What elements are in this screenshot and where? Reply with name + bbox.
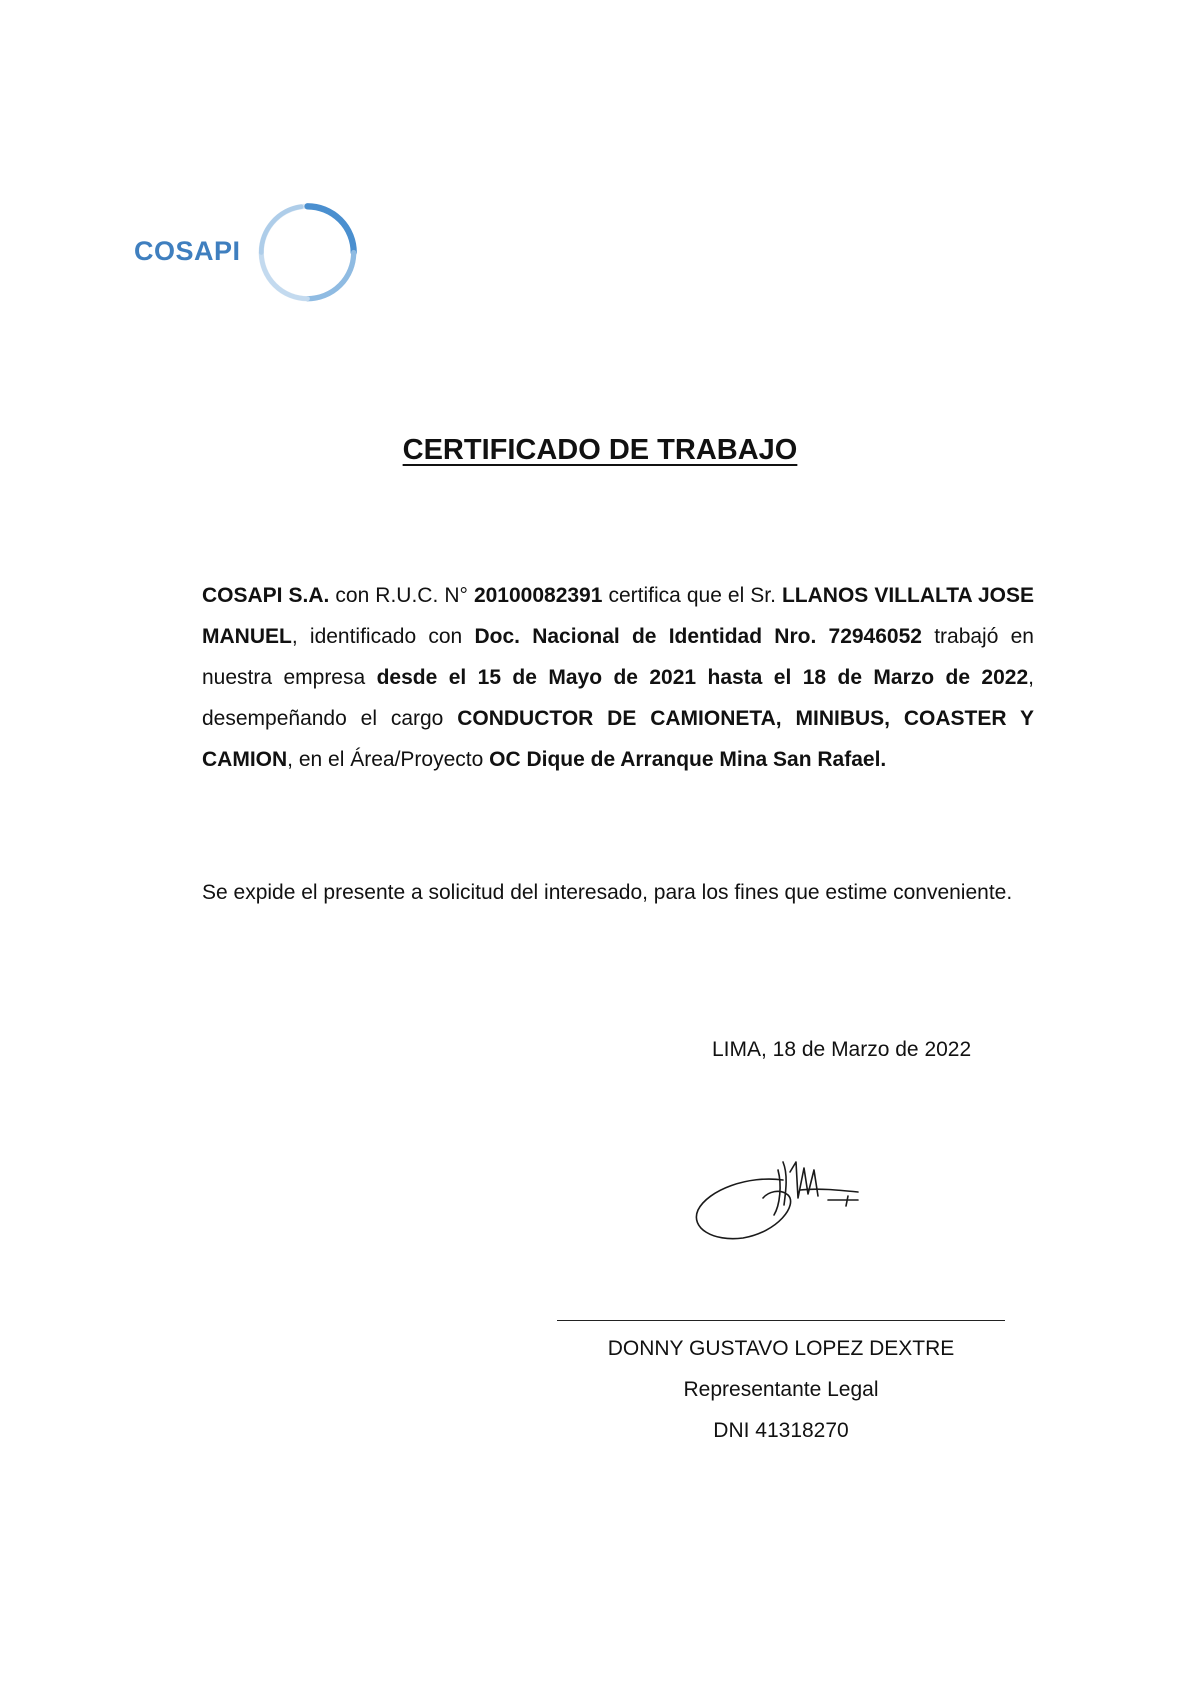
text-segment: , desempeñando el cargo (202, 666, 1034, 730)
text-segment: con R.U.C. N° (329, 584, 474, 607)
purpose-paragraph: Se expide el presente a solicitud del interesado, para los fines que estime conveniente. (202, 881, 1013, 904)
company-logo (134, 200, 364, 305)
text-segment: , en el Área/Proyecto (287, 748, 490, 771)
handwritten-signature-icon (688, 1150, 878, 1250)
text-segment: , identificado con (291, 625, 475, 648)
text-segment: trabajó en nuestra empresa (202, 625, 1034, 689)
project-name: OC Dique de Arranque Mina San Rafael. (489, 748, 887, 771)
signature-line (557, 1320, 1005, 1321)
id-document: Doc. Nacional de Identidad Nro. 72946052 (474, 625, 922, 648)
cosapi-ring-logo-icon (255, 200, 360, 305)
certification-paragraph (202, 575, 1034, 780)
employment-period: desde el 15 de Mayo de 2021 hasta el 18 de Marzo de 2022 (376, 666, 1029, 689)
signer-name: DONNY GUSTAVO LOPEZ DEXTRE (607, 1337, 955, 1360)
signer-role: Representante Legal (683, 1378, 879, 1401)
ruc-number: 20100082391 (473, 584, 603, 607)
signer-dni: DNI 41318270 (713, 1419, 849, 1442)
document-title: CERTIFICADO DE TRABAJO (402, 434, 798, 466)
place-date: LIMA, 18 de Marzo de 2022 (712, 1038, 972, 1061)
company-name: COSAPI S.A. (202, 584, 330, 607)
logo-text: COSAPI (134, 236, 241, 266)
job-position: CONDUCTOR DE CAMIONETA, MINIBUS, COASTER Y CAMION (202, 707, 1034, 771)
employee-name: LLANOS VILLALTA JOSE MANUEL (202, 584, 1034, 648)
text-segment: certifica que el Sr. (602, 584, 782, 607)
